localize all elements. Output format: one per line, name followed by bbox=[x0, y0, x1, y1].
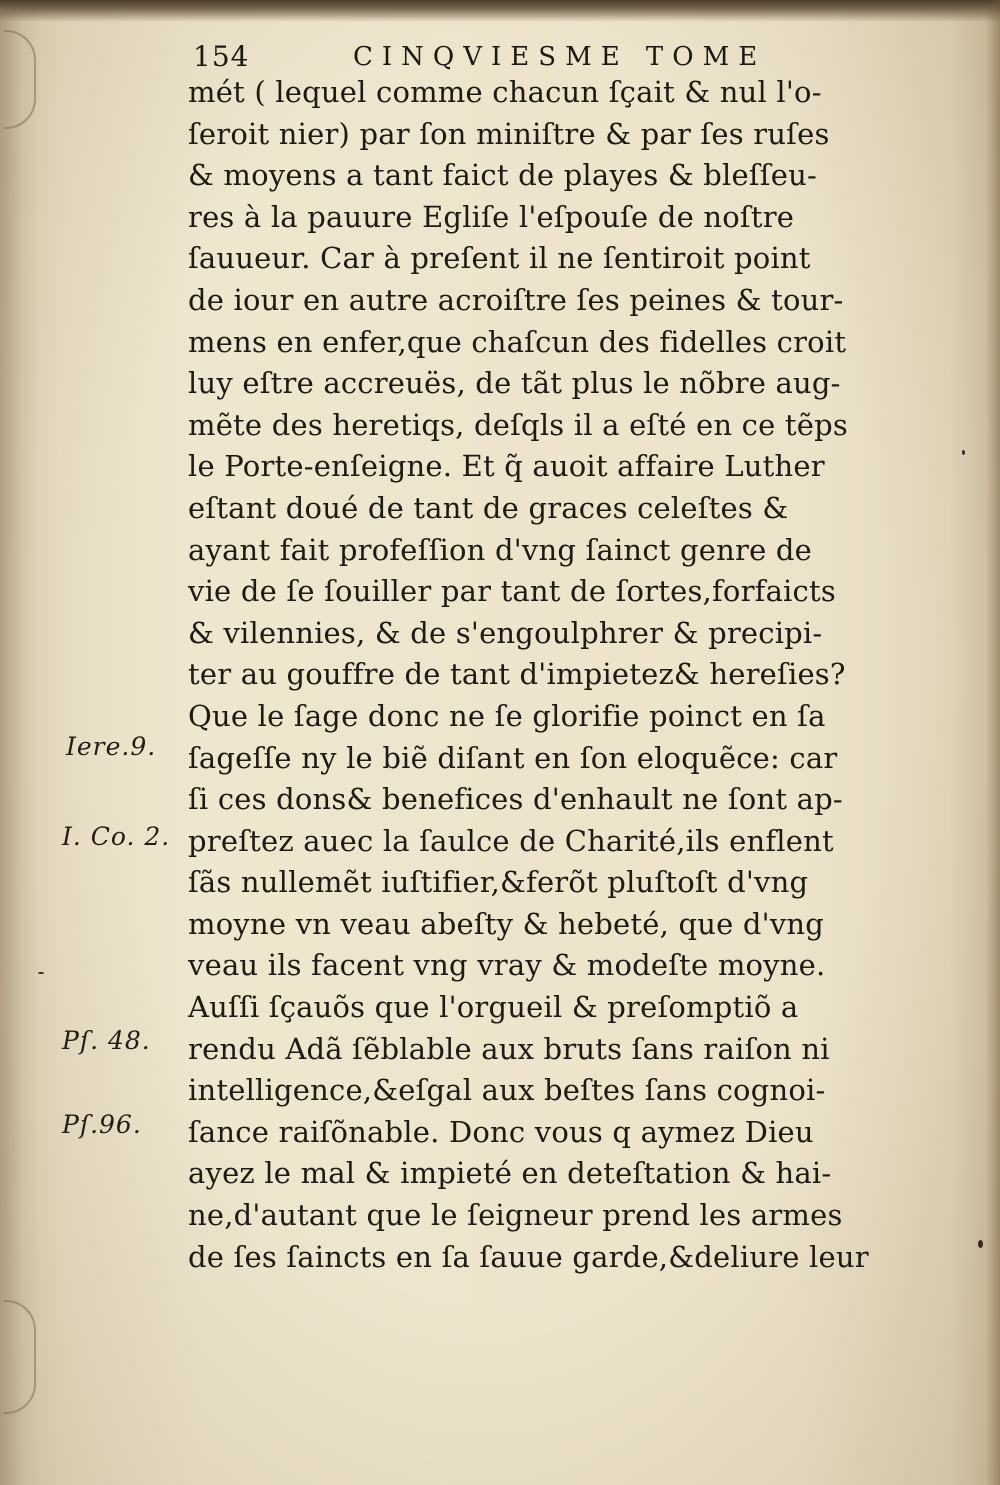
binding-shadow bbox=[0, 0, 38, 1485]
text-line: moyne vn veau abeſty & hebeté, que d'vng bbox=[188, 906, 825, 941]
text-line: Que le ſage donc ne ſe glorifie poinct en ſa bbox=[188, 698, 826, 733]
text-line: ayez le mal & impieté en deteſtation & hai- bbox=[188, 1156, 832, 1191]
text-line: mét ( lequel comme chacun ſçait & nul l'o- bbox=[188, 75, 822, 109]
ink-speck bbox=[962, 450, 965, 455]
text-line: vie de ſe ſouiller par tant de ſortes,forfaicts bbox=[188, 574, 836, 609]
running-title: CINQVIESME TOME bbox=[353, 42, 767, 72]
text-line: luy eſtre accreuës, de tãt plus le nõbre aug- bbox=[188, 366, 841, 401]
text-line: veau ils facent vng vray & modeſte moyne. bbox=[188, 948, 826, 983]
text-line: & moyens a tant faict de playes & bleſſeu- bbox=[188, 158, 817, 193]
text-line: eſtant doué de tant de graces celeſtes & bbox=[188, 490, 789, 525]
text-line: ter au gouffre de tant d'impietez& hereſies? bbox=[188, 657, 846, 692]
text-line: & vilennies, & de s'engoulphrer & precipi- bbox=[188, 615, 823, 650]
text-line: de iour en autre acroiſtre ſes peines & tour- bbox=[188, 282, 844, 317]
text-line: ne,d'autant que le ſeigneur prend les armes bbox=[188, 1198, 843, 1233]
page-number: 154 bbox=[193, 40, 250, 73]
page-top-edge bbox=[0, 0, 1000, 22]
text-line: ayant fait profeſſion d'vng ſainct genre de bbox=[188, 532, 813, 567]
marginal-note-corinthians: I. Co. 2. bbox=[62, 822, 171, 851]
body-text bbox=[188, 72, 918, 1278]
text-line: ſauueur. Car à preſent il ne ſentiroit point bbox=[188, 241, 811, 276]
text-line: ſance raiſõnable. Donc vous q aymez Dieu bbox=[188, 1114, 814, 1149]
page-right-edge bbox=[986, 0, 1000, 1485]
text-line: ſeroit nier) par ſon miniſtre & par ſes ruſes bbox=[188, 116, 830, 151]
text-line: mens en enfer,que chaſcun des fidelles croit bbox=[188, 324, 847, 359]
marginal-note-psalm-48: Pſ. 48. bbox=[62, 1026, 151, 1055]
text-line: preſtez auec la ſaulce de Charité,ils enflent bbox=[188, 823, 834, 858]
ink-speck bbox=[978, 1240, 983, 1248]
ink-speck bbox=[38, 972, 44, 974]
text-line: le Porte-enſeigne. Et q̃ auoit affaire Luther bbox=[188, 449, 825, 484]
text-line: Auſſi ſçauõs que l'orgueil & preſomptiõ a bbox=[188, 990, 799, 1025]
marginal-note-psalm-96: Pſ.96. bbox=[62, 1110, 142, 1139]
binding-thread-top bbox=[4, 30, 36, 129]
text-line: intelligence,&eſgal aux beſtes ſans cognoi- bbox=[188, 1073, 826, 1108]
text-line: res à la pauure Egliſe l'eſpouſe de noſtre bbox=[188, 199, 795, 234]
binding-thread-bottom bbox=[4, 1300, 36, 1414]
text-line: ſãs nullemẽt iuſtifier,&ferõt pluſtoſt d'vng bbox=[188, 865, 809, 900]
text-line: ſageſſe ny le biẽ diſant en ſon eloquẽce: car bbox=[188, 740, 838, 775]
text-line: rendu Adã ſẽblable aux bruts ſans raiſon ni bbox=[188, 1031, 830, 1066]
text-line: ſi ces dons& benefices d'enhault ne ſont ap- bbox=[188, 782, 843, 817]
text-line: de ſes ſaincts en ſa ſauue garde,&deliure leur bbox=[188, 1239, 869, 1274]
marginal-note-jeremiah: Iere.9. bbox=[66, 732, 157, 761]
text-line: mẽte des heretiqs, deſqls il a eſté en ce tẽps bbox=[188, 407, 848, 442]
